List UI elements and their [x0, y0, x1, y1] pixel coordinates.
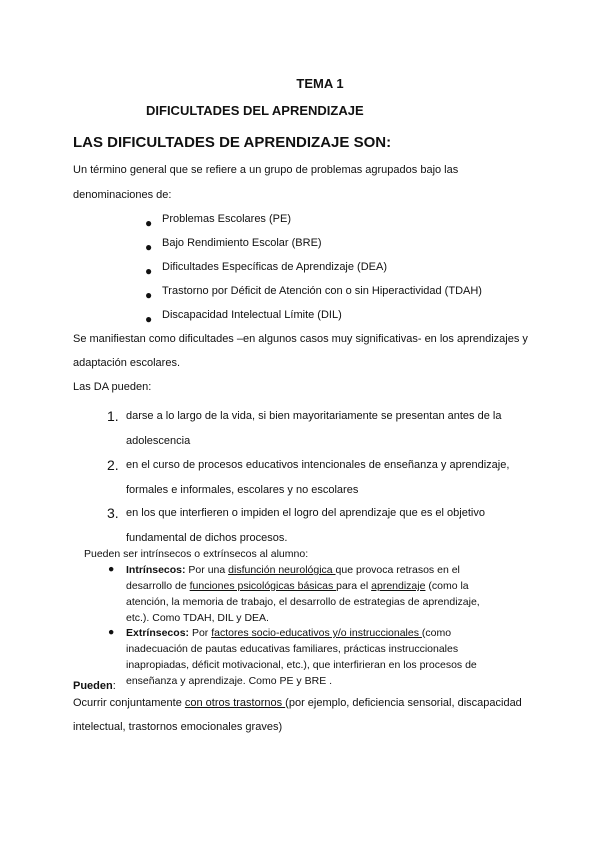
bullet-icon: ●	[145, 264, 153, 278]
final-line-2: intelectual, trastornos emocionales graves)	[73, 721, 283, 733]
intrinsecos-block: Intrínsecos: Por una disfunción neurológica que provoca retrasos en el desarrollo de funciones psicológicas básicas para el aprendizaje (como la atención, la memoria de trabajo, el desarrollo de estrategias de aprendizaje, etc.). Como TDAH, DIL y DEA.	[126, 564, 480, 624]
bullet-icon: ●	[145, 240, 153, 254]
final-line-1: Ocurrir conjuntamente con otros trastornos (por ejemplo, deficiencia sensorial, discapacidad	[73, 697, 522, 709]
bullet-icon: ●	[145, 216, 153, 230]
list-item-text: Problemas Escolares (PE)	[162, 213, 291, 225]
manifest-line-1: Se manifiestan como dificultades –en algunos casos muy significativas- en los aprendizajes y	[73, 333, 528, 345]
item-number: 2.	[107, 457, 119, 473]
tema-heading: TEMA 1	[296, 76, 344, 91]
intro-line-2: denominaciones de:	[73, 189, 172, 201]
list-item-text: Dificultades Específicas de Aprendizaje (DEA)	[162, 261, 387, 273]
page-title: DIFICULTADES DEL APRENDIZAJE	[146, 103, 364, 118]
item-number: 3.	[107, 505, 119, 521]
origen-intro: Pueden ser intrínsecos o extrínsecos al alumno:	[84, 548, 309, 560]
extrinsecos-label: Extrínsecos:	[126, 627, 190, 639]
bullet-icon: ●	[145, 312, 153, 326]
numbered-item-text: en el curso de procesos educativos intencionales de enseñanza y aprendizaje, formales e informales, escolares y no escolares	[126, 459, 510, 496]
intro-line-1: Un término general que se refiere a un grupo de problemas agrupados bajo las	[73, 164, 459, 176]
item-number: 1.	[107, 408, 119, 424]
final-label: Pueden:	[73, 680, 116, 692]
intrinsecos-label: Intrínsecos:	[126, 564, 186, 576]
bullet-icon: ●	[108, 563, 115, 575]
bullet-icon: ●	[145, 288, 153, 302]
numbered-item-text: darse a lo largo de la vida, si bien mayoritariamente se presentan antes de la adolescencia	[126, 410, 502, 447]
list-item-text: Bajo Rendimiento Escolar (BRE)	[162, 237, 322, 249]
list-item-text: Trastorno por Déficit de Atención con o sin Hiperactividad (TDAH)	[162, 285, 482, 297]
list-item-text: Discapacidad Intelectual Límite (DIL)	[162, 309, 342, 321]
extrinsecos-block: Extrínsecos: Por factores socio-educativos y/o instruccionales (como inadecuación de pautas educativas familiares, prácticas instruccionales inapropiadas, déficit motivacional, etc.), que interfirieran en los procesos de enseñanza y aprendizaje. Como PE y BRE .	[126, 627, 477, 687]
manifest-line-2: adaptación escolares.	[73, 357, 181, 369]
numbered-item-text: en los que interfieren o impiden el logro del aprendizaje que es el objetivo fundamental de dichos procesos.	[126, 507, 485, 544]
section-heading: LAS DIFICULTADES DE APRENDIZAJE SON:	[73, 134, 392, 151]
link-disfuncion: disfunción neurológica	[228, 564, 336, 576]
pueden-intro: Las DA pueden:	[73, 381, 152, 393]
bullet-icon: ●	[108, 626, 115, 638]
